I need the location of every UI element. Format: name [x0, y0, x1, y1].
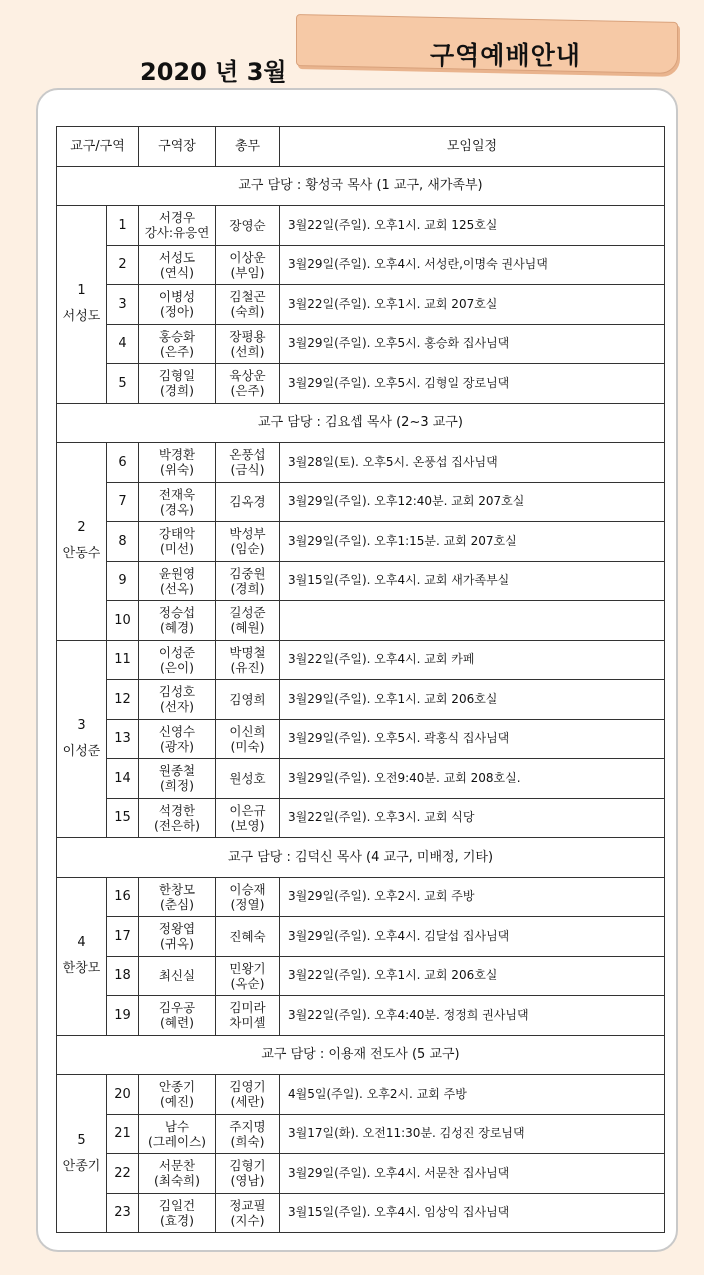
leader-name: (효경)	[160, 1212, 194, 1228]
group-number: 21	[107, 1114, 139, 1154]
leader-cell	[139, 996, 216, 1036]
leader-cell	[139, 877, 216, 917]
meeting-schedule: 3월22일(주일). 오후4:40분. 정정희 권사님댁	[280, 996, 665, 1036]
district-name: 한창모	[62, 961, 101, 976]
table-row	[57, 522, 665, 562]
secretary-name: (경희)	[230, 580, 265, 596]
group-number: 6	[107, 443, 139, 483]
secretary-cell	[216, 640, 280, 680]
secretary-name: 장평용	[229, 328, 266, 344]
leader-cell	[139, 1075, 216, 1115]
table-row	[57, 443, 665, 483]
secretary-name: 김옥경	[229, 494, 266, 510]
leader-name: 원종철	[158, 763, 196, 779]
secretary-name: (부임)	[230, 264, 265, 280]
secretary-cell	[216, 364, 280, 404]
secretary-name: (혜원)	[230, 620, 265, 636]
meeting-schedule: 3월22일(주일). 오후1시. 교회 207호실	[280, 285, 665, 325]
leader-name: 최신실	[158, 968, 196, 984]
secretary-cell	[216, 601, 280, 641]
meeting-schedule: 3월29일(주일). 오후4시. 김달섭 집사님댁	[280, 917, 665, 957]
meeting-schedule: 3월15일(주일). 오후4시. 임상익 집사님댁	[280, 1193, 665, 1233]
group-number: 8	[107, 522, 139, 562]
secretary-name: (금식)	[230, 462, 265, 478]
district-cell	[57, 640, 107, 838]
leader-name: 서문찬	[158, 1158, 196, 1174]
table-row	[57, 680, 665, 720]
header-secretary: 총무	[216, 127, 280, 167]
secretary-name: (보영)	[230, 817, 265, 833]
group-number: 15	[107, 798, 139, 838]
table-row	[57, 561, 665, 601]
section-row	[57, 1035, 665, 1075]
leader-name: (연식)	[160, 264, 194, 280]
meeting-schedule: 3월22일(주일). 오후3시. 교회 식당	[280, 798, 665, 838]
schedule-body	[57, 166, 665, 1233]
secretary-name: 장영순	[229, 217, 266, 233]
leader-name: (최숙희)	[154, 1173, 200, 1189]
secretary-name: 이은규	[229, 802, 266, 818]
meeting-schedule: 3월22일(주일). 오후1시. 교회 125호실	[280, 206, 665, 246]
banner-title: 구역예배안내	[430, 41, 581, 70]
secretary-name: 원성호	[229, 770, 266, 786]
leader-name: (위숙)	[160, 462, 194, 478]
leader-name: 전재욱	[158, 486, 196, 502]
district-name: 안동수	[62, 546, 101, 562]
group-number: 23	[107, 1193, 139, 1233]
group-number: 12	[107, 680, 139, 720]
leader-name: (춘심)	[160, 896, 194, 912]
group-number: 5	[107, 364, 139, 404]
secretary-cell	[216, 798, 280, 838]
leader-name: (정아)	[160, 304, 194, 320]
table-row	[57, 324, 665, 364]
leader-cell	[139, 601, 216, 641]
secretary-cell	[216, 206, 280, 246]
secretary-name: 민왕기	[229, 960, 266, 976]
secretary-name: (임순)	[230, 541, 265, 557]
leader-name: 이병성	[158, 289, 196, 305]
meeting-schedule: 3월29일(주일). 오후5시. 홍승화 집사님댁	[280, 324, 665, 364]
secretary-cell	[216, 759, 280, 799]
table-row	[57, 996, 665, 1036]
table-row	[57, 877, 665, 917]
section-title: 교구 담당 : 이용재 전도사 (5 교구)	[57, 1035, 665, 1075]
meeting-schedule: 3월29일(주일). 오후12:40분. 교회 207호실	[280, 482, 665, 522]
secretary-cell	[216, 1075, 280, 1115]
secretary-name: (미숙)	[230, 738, 265, 754]
meeting-schedule: 3월17일(화). 오전11:30분. 김성진 장로님댁	[280, 1114, 665, 1154]
table-row	[57, 601, 665, 641]
leader-cell	[139, 1154, 216, 1194]
leader-name: 정왕엽	[158, 921, 196, 937]
table-row	[57, 364, 665, 404]
table-row	[57, 482, 665, 522]
leader-name: 서경우	[158, 210, 196, 226]
leader-name: (혜경)	[160, 620, 194, 636]
district-cell	[57, 1075, 107, 1233]
table-row	[57, 245, 665, 285]
group-number: 1	[107, 206, 139, 246]
group-number: 2	[107, 245, 139, 285]
leader-name: 김일건	[158, 1197, 196, 1213]
meeting-schedule: 3월29일(주일). 오후5시. 김형일 장로님댁	[280, 364, 665, 404]
secretary-name: (희숙)	[230, 1133, 265, 1149]
leader-name: 정승섭	[158, 605, 196, 621]
leader-name: (전은하)	[154, 817, 200, 833]
header-schedule: 모임일정	[280, 127, 665, 167]
leader-name: 김형일	[158, 368, 196, 384]
group-number: 14	[107, 759, 139, 799]
table-row	[57, 1193, 665, 1233]
section-title: 교구 담당 : 황성국 목사 (1 교구, 새가족부)	[57, 166, 665, 206]
district-number: 4	[77, 935, 86, 950]
secretary-name: 김형기	[229, 1158, 266, 1174]
group-number: 22	[107, 1154, 139, 1194]
leader-name: (귀옥)	[160, 936, 194, 952]
secretary-name: (숙희)	[230, 304, 265, 320]
schedule-table	[56, 126, 665, 1233]
leader-cell	[139, 482, 216, 522]
table-row	[57, 1114, 665, 1154]
meeting-schedule: 3월15일(주일). 오후4시. 교회 새가족부실	[280, 561, 665, 601]
leader-name: 박경환	[158, 447, 196, 463]
secretary-name: (지수)	[230, 1212, 265, 1228]
secretary-name: (선희)	[230, 343, 265, 359]
leader-name: (경옥)	[160, 501, 194, 517]
meeting-schedule: 3월29일(주일). 오후1시. 교회 206호실	[280, 680, 665, 720]
table-row	[57, 1154, 665, 1194]
leader-name: 남수	[164, 1118, 190, 1134]
secretary-cell	[216, 443, 280, 483]
leader-cell	[139, 1114, 216, 1154]
table-row	[57, 719, 665, 759]
secretary-cell	[216, 1193, 280, 1233]
secretary-name: (은주)	[230, 383, 265, 399]
group-number: 11	[107, 640, 139, 680]
secretary-name: 주지명	[229, 1118, 266, 1134]
leader-cell	[139, 917, 216, 957]
header-district: 교구/구역	[57, 127, 139, 167]
table-row	[57, 956, 665, 996]
leader-cell	[139, 561, 216, 601]
secretary-name: 김영기	[229, 1079, 266, 1095]
leader-cell	[139, 956, 216, 996]
group-number: 3	[107, 285, 139, 325]
secretary-cell	[216, 877, 280, 917]
leader-name: 김우공	[158, 1000, 196, 1016]
group-number: 7	[107, 482, 139, 522]
leader-name: 안종기	[158, 1079, 196, 1095]
leader-cell	[139, 206, 216, 246]
secretary-cell	[216, 917, 280, 957]
secretary-name: 박성부	[229, 526, 266, 542]
secretary-cell	[216, 719, 280, 759]
secretary-cell	[216, 522, 280, 562]
secretary-cell	[216, 1154, 280, 1194]
secretary-name: 이신희	[229, 723, 266, 739]
meeting-schedule: 3월29일(주일). 오후4시. 서문찬 집사님댁	[280, 1154, 665, 1194]
secretary-name: 정교필	[229, 1197, 266, 1213]
section-title: 교구 담당 : 김덕신 목사 (4 교구, 미배정, 기타)	[57, 838, 665, 878]
table-row	[57, 759, 665, 799]
meeting-schedule: 4월5일(주일). 오후2시. 교회 주방	[280, 1075, 665, 1115]
table-row	[57, 917, 665, 957]
leader-cell	[139, 640, 216, 680]
meeting-schedule: 3월29일(주일). 오후1:15분. 교회 207호실	[280, 522, 665, 562]
secretary-name: (유진)	[230, 659, 265, 675]
leader-name: (선자)	[160, 699, 194, 715]
leader-cell	[139, 443, 216, 483]
district-number: 1	[77, 283, 86, 299]
secretary-cell	[216, 324, 280, 364]
leader-cell	[139, 245, 216, 285]
secretary-name: 차미셸	[229, 1015, 266, 1031]
secretary-name: 김미라	[229, 1000, 266, 1016]
secretary-name: 김영희	[229, 691, 266, 707]
leader-cell	[139, 719, 216, 759]
district-cell	[57, 443, 107, 641]
meeting-schedule: 3월29일(주일). 오후4시. 서성란,이명숙 권사님댁	[280, 245, 665, 285]
table-row	[57, 640, 665, 680]
leader-name: 홍승화	[158, 328, 196, 344]
table-row	[57, 798, 665, 838]
leader-name: (미선)	[160, 541, 194, 557]
leader-name: 서성도	[158, 249, 196, 265]
district-name: 이성준	[62, 743, 101, 759]
leader-name: 석경한	[158, 802, 196, 818]
district-number: 3	[77, 717, 86, 733]
table-row	[57, 206, 665, 246]
leader-name: (경희)	[160, 383, 194, 399]
meeting-schedule: 3월22일(주일). 오후1시. 교회 206호실	[280, 956, 665, 996]
secretary-cell	[216, 482, 280, 522]
leader-name: 김성호	[158, 684, 196, 700]
section-row	[57, 166, 665, 206]
secretary-name: (옥순)	[230, 975, 265, 991]
secretary-cell	[216, 956, 280, 996]
district-name: 안종기	[62, 1158, 101, 1174]
leader-name: (혜련)	[160, 1015, 194, 1031]
section-row	[57, 838, 665, 878]
secretary-name: 이상운	[229, 249, 266, 265]
secretary-name: 온풍섭	[229, 447, 266, 463]
meeting-schedule: 3월22일(주일). 오후4시. 교회 카페	[280, 640, 665, 680]
leader-name: 강태악	[158, 526, 196, 542]
leader-cell	[139, 680, 216, 720]
leader-name: (선옥)	[160, 580, 194, 596]
secretary-name: (정열)	[230, 896, 265, 912]
group-number: 20	[107, 1075, 139, 1115]
header-row	[57, 127, 665, 167]
leader-name: 강사:유응연	[144, 225, 210, 241]
table-row	[57, 1075, 665, 1115]
secretary-name: 박명철	[229, 644, 266, 660]
secretary-cell	[216, 285, 280, 325]
meeting-schedule: 3월29일(주일). 오후5시. 곽홍식 집사님댁	[280, 719, 665, 759]
secretary-cell	[216, 561, 280, 601]
district-name: 서성도	[62, 309, 101, 325]
leader-name: (은주)	[160, 343, 194, 359]
group-number: 10	[107, 601, 139, 641]
header-leader: 구역장	[139, 127, 216, 167]
leader-name: 윤원영	[158, 565, 196, 581]
leader-cell	[139, 1193, 216, 1233]
leader-name: (그레이스)	[147, 1133, 207, 1149]
secretary-cell	[216, 245, 280, 285]
secretary-name: 육상운	[229, 368, 266, 384]
leader-cell	[139, 522, 216, 562]
section-row	[57, 403, 665, 443]
meeting-schedule: 3월29일(주일). 오후2시. 교회 주방	[280, 877, 665, 917]
leader-name: (희정)	[160, 778, 194, 794]
group-number: 18	[107, 956, 139, 996]
secretary-cell	[216, 680, 280, 720]
leader-cell	[139, 798, 216, 838]
leader-cell	[139, 285, 216, 325]
leader-cell	[139, 324, 216, 364]
secretary-cell	[216, 996, 280, 1036]
leader-name: (은이)	[160, 659, 194, 675]
secretary-name: 김철곤	[229, 289, 266, 305]
secretary-name: 김중원	[229, 565, 266, 581]
leader-name: 한창모	[158, 881, 196, 897]
group-number: 9	[107, 561, 139, 601]
secretary-name: 진혜숙	[229, 928, 266, 944]
leader-name: (예진)	[160, 1094, 194, 1110]
section-title: 교구 담당 : 김요셉 목사 (2~3 교구)	[57, 403, 665, 443]
group-number: 17	[107, 917, 139, 957]
secretary-name: 이승재	[229, 881, 266, 897]
group-number: 19	[107, 996, 139, 1036]
leader-name: 이성준	[158, 644, 196, 660]
district-number: 2	[77, 520, 86, 536]
district-cell	[57, 877, 107, 1035]
leader-name: (광자)	[160, 738, 194, 754]
table-row	[57, 285, 665, 325]
secretary-name: (세란)	[230, 1094, 265, 1110]
meeting-schedule	[280, 601, 665, 641]
secretary-name: (영남)	[230, 1173, 265, 1189]
secretary-cell	[216, 1114, 280, 1154]
meeting-schedule: 3월29일(주일). 오전9:40분. 교회 208호실.	[280, 759, 665, 799]
district-number: 5	[77, 1132, 86, 1148]
meeting-schedule: 3월28일(토). 오후5시. 온풍섭 집사님댁	[280, 443, 665, 483]
leader-cell	[139, 364, 216, 404]
group-number: 13	[107, 719, 139, 759]
date-title: 2020 년 3월	[140, 58, 287, 86]
group-number: 16	[107, 877, 139, 917]
district-cell	[57, 206, 107, 404]
leader-cell	[139, 759, 216, 799]
group-number: 4	[107, 324, 139, 364]
leader-name: 신영수	[158, 723, 196, 739]
secretary-name: 길성준	[229, 605, 266, 621]
